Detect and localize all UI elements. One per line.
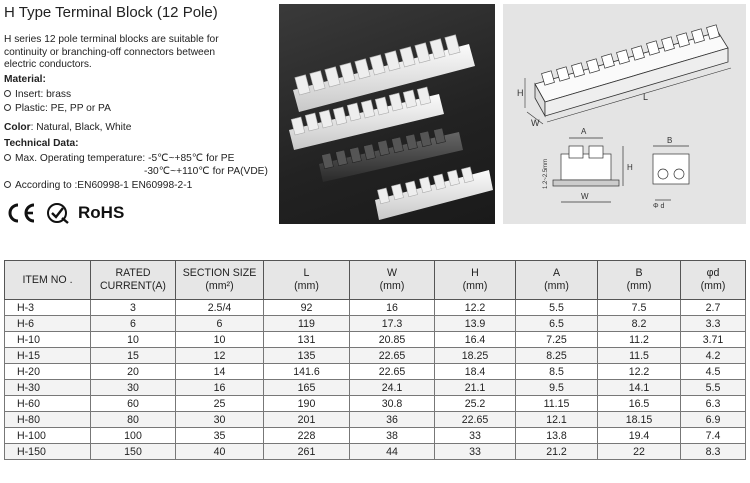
cell-section-size: 14: [176, 364, 264, 380]
cell-l: 131: [264, 332, 350, 348]
cell-h: 16.4: [435, 332, 516, 348]
cell-l: 119: [264, 316, 350, 332]
cell-a: 7.25: [516, 332, 598, 348]
cell-w: 22.65: [350, 364, 435, 380]
cell-rated-current: 3: [91, 300, 176, 316]
cell-phi-d: 8.3: [681, 444, 746, 460]
quality-mark-icon: [46, 202, 70, 224]
cell-l: 228: [264, 428, 350, 444]
cell-section-size: 40: [176, 444, 264, 460]
cell-rated-current: 30: [91, 380, 176, 396]
table-row: [5, 380, 746, 396]
header-rated-current: RATED CURRENT(A): [91, 261, 176, 300]
product-description: H series 12 pole terminal blocks are suitable for continuity or branching-off connectors between electric conductors.: [4, 34, 219, 70]
cell-phi-d: 5.5: [681, 380, 746, 396]
cell-phi-d: 2.7: [681, 300, 746, 316]
cell-h: 18.4: [435, 364, 516, 380]
drawing-label-a: A: [581, 127, 587, 136]
temperature-line: [4, 153, 234, 164]
cell-w: 20.85: [350, 332, 435, 348]
table-header-row: [5, 261, 746, 300]
technical-drawing-image: [503, 4, 746, 224]
table-row: [5, 348, 746, 364]
cell-b: 18.15: [598, 412, 681, 428]
cell-a: 21.2: [516, 444, 598, 460]
cell-h: 18.25: [435, 348, 516, 364]
cell-a: 8.25: [516, 348, 598, 364]
cell-rated-current: 100: [91, 428, 176, 444]
cell-w: 44: [350, 444, 435, 460]
cell-b: 11.2: [598, 332, 681, 348]
table-row: [5, 332, 746, 348]
cell-section-size: 10: [176, 332, 264, 348]
cell-a: 8.5: [516, 364, 598, 380]
cell-phi-d: 4.2: [681, 348, 746, 364]
cell-section-size: 6: [176, 316, 264, 332]
cell-h: 25.2: [435, 396, 516, 412]
drawing-label-l: L: [643, 92, 649, 102]
cell-l: 141.6: [264, 364, 350, 380]
header-b: B (mm): [598, 261, 681, 300]
table-row: [5, 316, 746, 332]
cell-a: 5.5: [516, 300, 598, 316]
color-line: [4, 122, 131, 133]
cell-phi-d: 3.3: [681, 316, 746, 332]
drawing-label-w: W: [531, 118, 540, 128]
drawing-label-w-front: W: [581, 192, 589, 201]
cell-item-no: H-15: [5, 348, 91, 364]
drawing-label-h-front: H: [627, 163, 633, 172]
header-w: W (mm): [350, 261, 435, 300]
color-value: : Natural, Black, White: [30, 122, 132, 133]
cell-w: 17.3: [350, 316, 435, 332]
header-h: H (mm): [435, 261, 516, 300]
cell-l: 190: [264, 396, 350, 412]
temperature-label: Max. Operating temperature:: [15, 153, 146, 164]
header-section-size: SECTION SIZE (mm²): [176, 261, 264, 300]
bullet-icon: [4, 154, 11, 161]
certification-marks: [4, 200, 124, 226]
cell-phi-d: 6.9: [681, 412, 746, 428]
terminal-blocks-image: [279, 4, 495, 224]
cell-item-no: H-10: [5, 332, 91, 348]
cell-rated-current: 60: [91, 396, 176, 412]
drawing-label-phi-d: Φ d: [653, 203, 665, 210]
cell-rated-current: 6: [91, 316, 176, 332]
white-block-bottom: [375, 167, 493, 220]
cell-rated-current: 150: [91, 444, 176, 460]
cell-b: 12.2: [598, 364, 681, 380]
cell-l: 201: [264, 412, 350, 428]
drawing-label-h: H: [517, 88, 524, 98]
cell-item-no: H-100: [5, 428, 91, 444]
cell-h: 13.9: [435, 316, 516, 332]
cell-h: 22.65: [435, 412, 516, 428]
cell-rated-current: 80: [91, 412, 176, 428]
cell-phi-d: 6.3: [681, 396, 746, 412]
specification-table: [4, 260, 746, 460]
cell-b: 14.1: [598, 380, 681, 396]
cell-a: 12.1: [516, 412, 598, 428]
cell-item-no: H-30: [5, 380, 91, 396]
temperature-pe: -5℃~+85℃ for PE: [148, 153, 235, 164]
cell-section-size: 30: [176, 412, 264, 428]
table-row: [5, 428, 746, 444]
temperature-pa: -30℃~+110℃ for PA(VDE): [144, 166, 268, 177]
cell-w: 16: [350, 300, 435, 316]
bullet-icon: [4, 104, 11, 111]
cell-item-no: H-80: [5, 412, 91, 428]
cell-item-no: H-60: [5, 396, 91, 412]
cell-a: 13.8: [516, 428, 598, 444]
cell-h: 33: [435, 444, 516, 460]
cell-l: 261: [264, 444, 350, 460]
cell-section-size: 35: [176, 428, 264, 444]
bullet-icon: [4, 90, 11, 97]
page-title: H Type Terminal Block (12 Pole): [4, 4, 218, 21]
cell-rated-current: 10: [91, 332, 176, 348]
cell-a: 6.5: [516, 316, 598, 332]
cell-w: 38: [350, 428, 435, 444]
header-l: L (mm): [264, 261, 350, 300]
header-item-no: ITEM NO .: [5, 261, 91, 300]
dimension-drawing: [503, 4, 746, 224]
material-item: Insert: brass: [4, 89, 71, 100]
product-photo: [279, 4, 495, 224]
color-label: Color: [4, 122, 31, 133]
cell-b: 16.5: [598, 396, 681, 412]
cell-b: 19.4: [598, 428, 681, 444]
cell-section-size: 25: [176, 396, 264, 412]
standard-line: According to :EN60998-1 EN60998-2-1: [4, 180, 192, 191]
cell-a: 9.5: [516, 380, 598, 396]
cell-phi-d: 7.4: [681, 428, 746, 444]
cell-section-size: 16: [176, 380, 264, 396]
table-row: [5, 364, 746, 380]
cell-item-no: H-150: [5, 444, 91, 460]
cell-h: 21.1: [435, 380, 516, 396]
header-a: A (mm): [516, 261, 598, 300]
cell-w: 22.65: [350, 348, 435, 364]
cell-b: 11.5: [598, 348, 681, 364]
rohs-logo: RoHS: [78, 203, 125, 222]
cell-item-no: H-6: [5, 316, 91, 332]
cell-a: 11.15: [516, 396, 598, 412]
technical-heading: Technical Data:: [4, 138, 79, 149]
cell-w: 24.1: [350, 380, 435, 396]
cell-w: 36: [350, 412, 435, 428]
cell-phi-d: 4.5: [681, 364, 746, 380]
cell-b: 7.5: [598, 300, 681, 316]
bullet-icon: [4, 181, 11, 188]
ce-mark-icon: [4, 202, 38, 224]
drawing-label-range: 1.2~2.5mm: [543, 158, 549, 189]
cell-item-no: H-20: [5, 364, 91, 380]
cell-section-size: 2.5/4: [176, 300, 264, 316]
material-heading: Material:: [4, 74, 46, 85]
table-row: [5, 396, 746, 412]
cell-w: 30.8: [350, 396, 435, 412]
cell-l: 135: [264, 348, 350, 364]
drawing-label-b: B: [667, 136, 673, 145]
cell-rated-current: 20: [91, 364, 176, 380]
table-row: [5, 444, 746, 460]
cell-l: 92: [264, 300, 350, 316]
cell-b: 22: [598, 444, 681, 460]
table-row: [5, 300, 746, 316]
table-row: [5, 412, 746, 428]
cell-h: 33: [435, 428, 516, 444]
cell-section-size: 12: [176, 348, 264, 364]
cell-b: 8.2: [598, 316, 681, 332]
cell-item-no: H-3: [5, 300, 91, 316]
material-item: Plastic: PE, PP or PA: [4, 103, 111, 114]
cell-phi-d: 3.71: [681, 332, 746, 348]
header-phi-d: φd (mm): [681, 261, 746, 300]
cell-h: 12.2: [435, 300, 516, 316]
cell-l: 165: [264, 380, 350, 396]
cell-rated-current: 15: [91, 348, 176, 364]
